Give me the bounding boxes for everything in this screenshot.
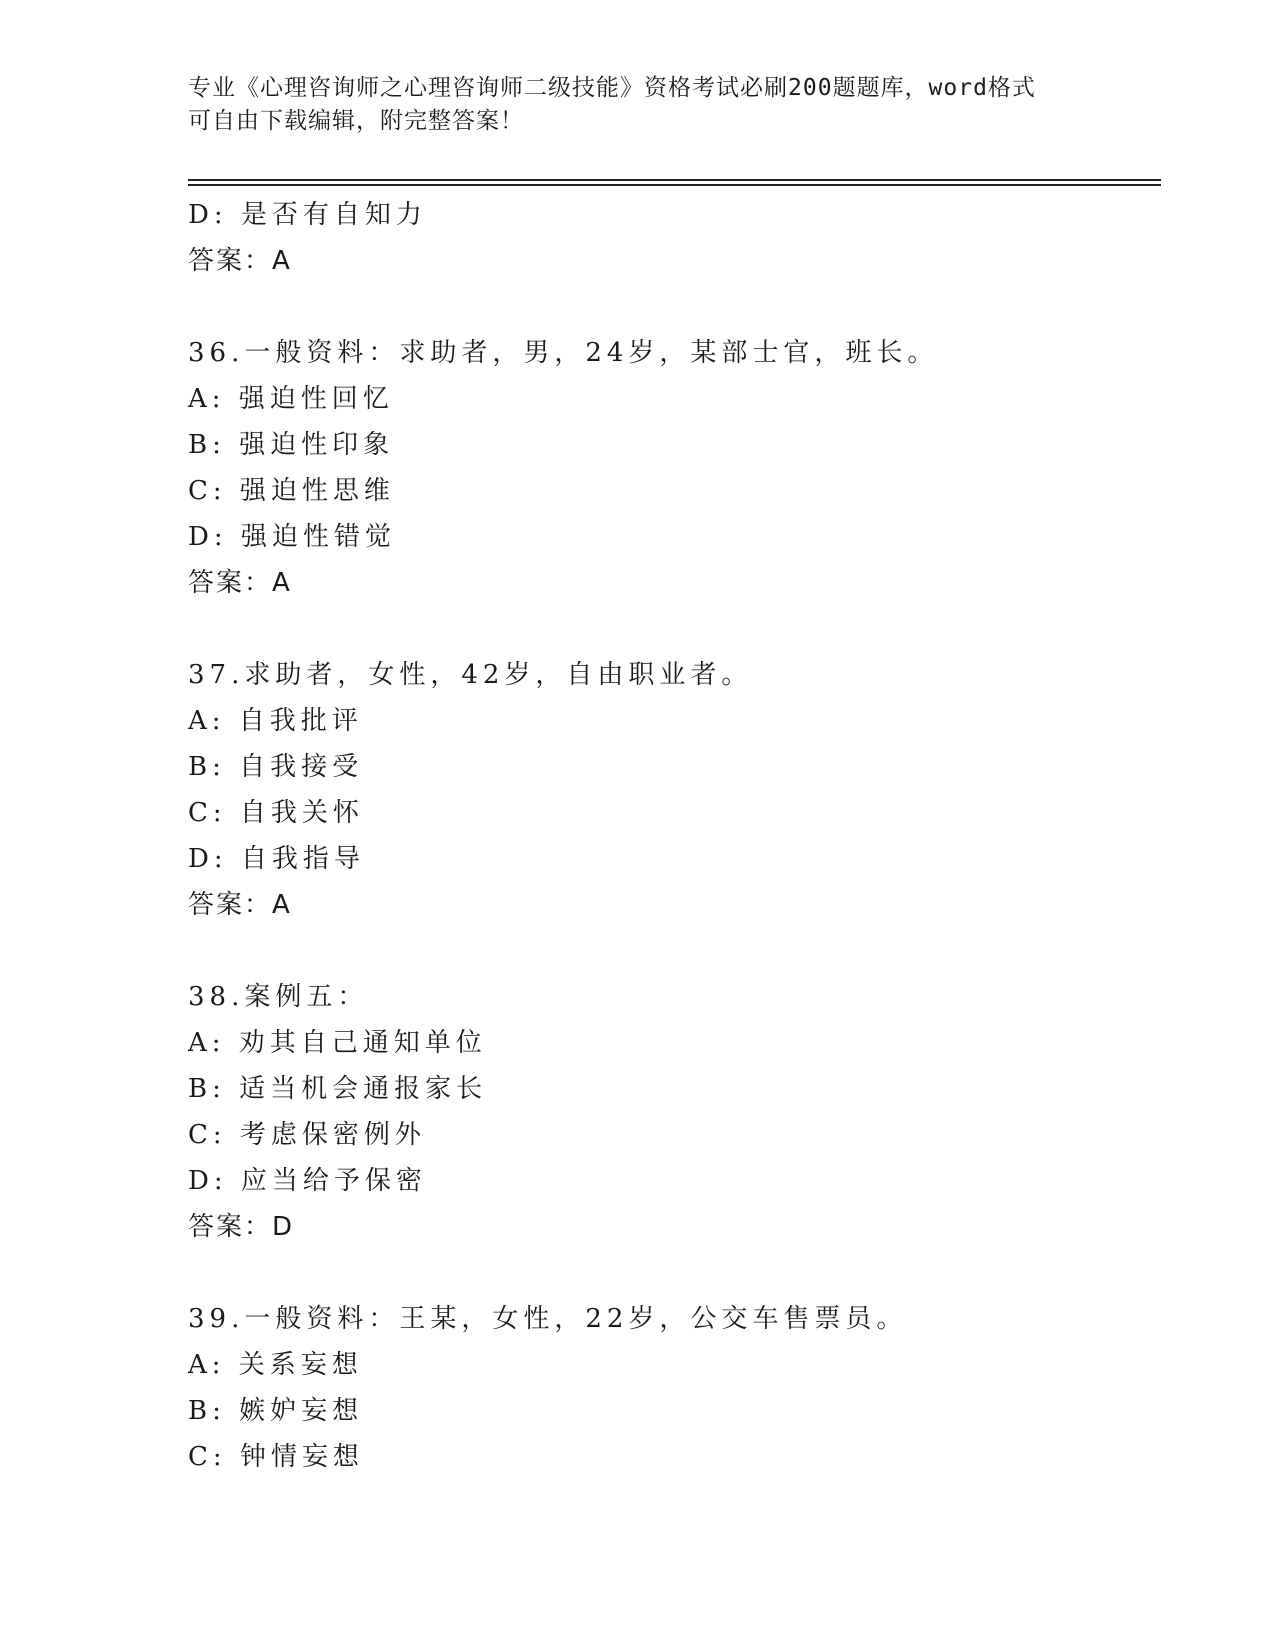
question-36: 36.一般资料：求助者，男，24岁，某部士官，班长。 bbox=[188, 338, 939, 368]
answer-line: 答案：D bbox=[188, 1212, 295, 1242]
question-37: 37.求助者，女性，42岁，自由职业者。 bbox=[188, 660, 753, 690]
spacer bbox=[188, 606, 1168, 652]
option-d: D: 自我指导 bbox=[188, 844, 365, 874]
option-b: B: 适当机会通报家长 bbox=[188, 1074, 488, 1104]
option-c: C: 强迫性思维 bbox=[188, 476, 395, 506]
header-divider-bottom bbox=[188, 184, 1161, 186]
spacer bbox=[188, 928, 1168, 974]
option-b: B: 嫉妒妄想 bbox=[188, 1396, 364, 1426]
header-title-line-2: 可自由下载编辑，附完整答案！ bbox=[188, 108, 524, 134]
header-title-line-1: 专业《心理咨询师之心理咨询师二级技能》资格考试必刷200题题库，word格式 bbox=[188, 75, 1036, 101]
option-d: D: 强迫性错觉 bbox=[188, 522, 396, 552]
option-c: C: 自我关怀 bbox=[188, 798, 364, 828]
option-a: A: 自我批评 bbox=[188, 706, 363, 736]
answer-line: 答案：A bbox=[188, 568, 292, 598]
option-c: C: 钟情妄想 bbox=[188, 1442, 364, 1472]
answer-line: 答案：A bbox=[188, 890, 292, 920]
option-d: D: 应当给予保密 bbox=[188, 1166, 427, 1196]
question-38: 38.案例五： bbox=[188, 982, 369, 1012]
option-c: C: 考虑保密例外 bbox=[188, 1120, 426, 1150]
option-b: B: 自我接受 bbox=[188, 752, 364, 782]
option-d: D: 是否有自知力 bbox=[188, 200, 427, 230]
document-header bbox=[188, 72, 1088, 138]
answer-line: 答案：A bbox=[188, 246, 292, 276]
header-divider-top bbox=[188, 179, 1161, 181]
option-a: A: 劝其自己通知单位 bbox=[188, 1028, 487, 1058]
spacer bbox=[188, 284, 1168, 330]
spacer bbox=[188, 1250, 1168, 1296]
option-a: A: 强迫性回忆 bbox=[188, 384, 394, 414]
question-list bbox=[188, 192, 1168, 1480]
option-b: B: 强迫性印象 bbox=[188, 430, 395, 460]
question-39: 39.一般资料：王某，女性，22岁，公交车售票员。 bbox=[188, 1304, 908, 1334]
option-a: A: 关系妄想 bbox=[188, 1350, 363, 1380]
